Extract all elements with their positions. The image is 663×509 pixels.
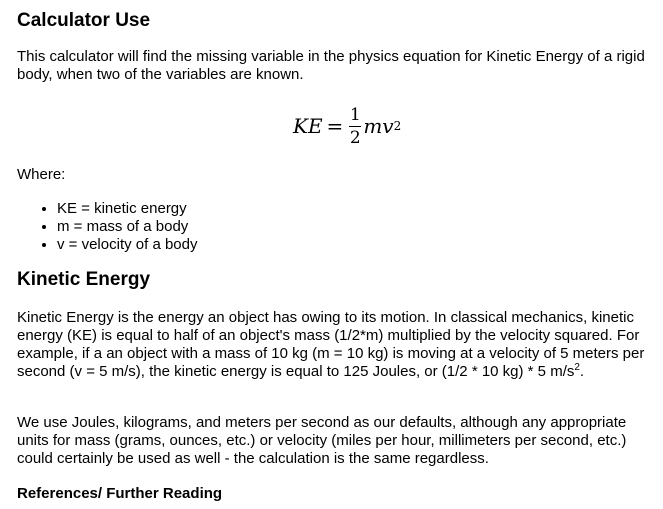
list-item: • KE = kinetic energy — [57, 200, 198, 218]
formula-fraction — [349, 105, 361, 148]
kinetic-energy-formula: KE = $\frac{1}{2}$ mv 2 — [293, 104, 402, 148]
list-item: • m = mass of a body — [57, 218, 198, 236]
formula-lhs: KE — [293, 114, 323, 138]
fraction-numerator: 1 — [349, 104, 361, 125]
squared-superscript: 2 — [574, 362, 580, 373]
variable-definitions-list — [17, 200, 198, 254]
list-item: • v = velocity of a body — [57, 236, 198, 254]
calculator-intro-paragraph: This calculator will find the missing variable in the physics equation for Kinetic Energy of a rigid body, when two of the variables are known. — [17, 48, 645, 83]
formula-rhs: mv — [363, 114, 394, 138]
paragraph-end: . — [579, 363, 585, 380]
where-label: Where: — [17, 166, 66, 183]
fraction-bar — [349, 126, 361, 127]
kinetic-energy-heading: Kinetic Energy — [17, 269, 151, 290]
units-paragraph: We use Joules, kilograms, and meters per second as our defaults, although any appropriate units for mass (grams, ounces, etc.) or velocity (miles per hour, millimeters per second, etc.) could certainly be used as well - the calculation is the same regardless. — [17, 414, 627, 467]
references-heading: References/ Further Reading — [17, 485, 223, 502]
fraction-denominator: 2 — [349, 127, 361, 148]
paragraph-text: Kinetic Energy is the energy an object has owing to its motion. In classical mechanics, kinetic energy (KE) is equal to half of an object's mass (1/2*m) multiplied by the velocity squared. For example, if a an object with a mass of 10 kg (m = 10 kg) is moving at a velocity of 5 meters per second (v = 5 m/s), the kinetic energy is equal to 125 Joules, or (1/2 * 10 kg) * 5 m/s — [17, 309, 645, 380]
calculator-use-heading: Calculator Use — [17, 10, 151, 31]
formula-equals: = — [326, 114, 344, 138]
kinetic-energy-paragraph — [17, 309, 661, 381]
